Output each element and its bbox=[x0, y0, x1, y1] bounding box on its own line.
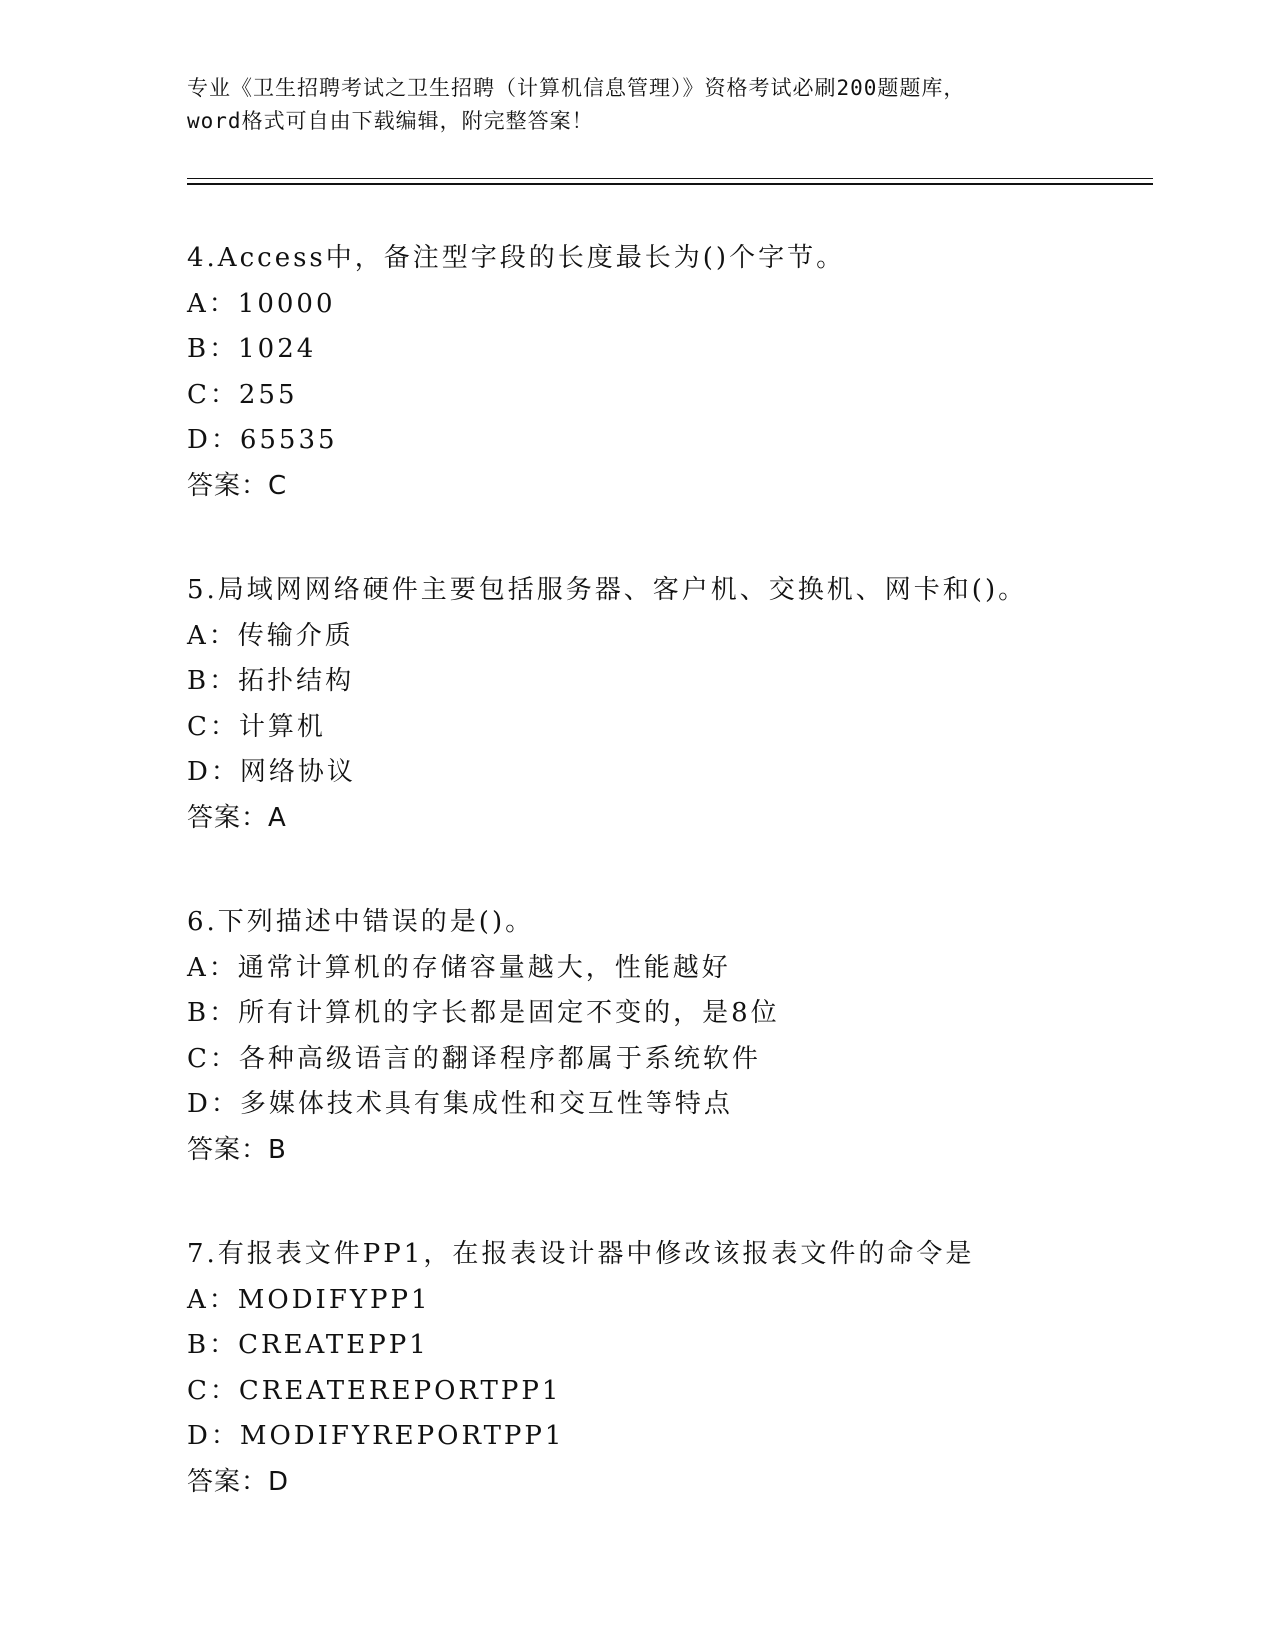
answer: 答案：A bbox=[187, 802, 287, 833]
question-stem: 6.下列描述中错误的是()。 bbox=[187, 907, 535, 937]
option-c: C：CREATEREPORTPP1 bbox=[187, 1375, 562, 1406]
answer: 答案：D bbox=[187, 1466, 290, 1497]
question-5 bbox=[187, 568, 1147, 841]
answer: 答案：C bbox=[187, 470, 288, 501]
question-4 bbox=[187, 236, 1147, 509]
option-d: D：MODIFYREPORTPP1 bbox=[187, 1421, 565, 1451]
header-title-line-1: 专业《卫生招聘考试之卫生招聘（计算机信息管理）》资格考试必刷200题题库， bbox=[187, 76, 966, 100]
document-header bbox=[187, 72, 1087, 138]
question-6 bbox=[187, 900, 1147, 1173]
option-d: D：多媒体技术具有集成性和交互性等特点 bbox=[187, 1089, 733, 1119]
option-a: A：通常计算机的存储容量越大，性能越好 bbox=[187, 952, 731, 983]
option-c: C：计算机 bbox=[187, 711, 326, 742]
question-stem: 4.Access中，备注型字段的长度最长为()个字节。 bbox=[187, 243, 846, 273]
option-c: C：各种高级语言的翻译程序都属于系统软件 bbox=[187, 1043, 761, 1074]
option-b: B：所有计算机的字长都是固定不变的，是8位 bbox=[187, 998, 780, 1028]
header-divider-thick bbox=[187, 183, 1153, 185]
option-a: A：MODIFYPP1 bbox=[187, 1284, 431, 1315]
option-a: A：10000 bbox=[187, 288, 336, 319]
question-stem: 7.有报表文件PP1，在报表设计器中修改该报表文件的命令是 bbox=[187, 1239, 975, 1269]
option-b: B：CREATEPP1 bbox=[187, 1330, 429, 1360]
option-b: B：拓扑结构 bbox=[187, 666, 355, 696]
option-c: C：255 bbox=[187, 379, 298, 410]
question-7 bbox=[187, 1232, 1147, 1505]
option-a: A：传输介质 bbox=[187, 620, 354, 651]
option-d: D：网络协议 bbox=[187, 757, 356, 787]
option-b: B：1024 bbox=[187, 334, 317, 364]
answer: 答案：B bbox=[187, 1134, 287, 1165]
option-d: D：65535 bbox=[187, 425, 338, 455]
question-stem: 5.局域网网络硬件主要包括服务器、客户机、交换机、网卡和()。 bbox=[187, 575, 1028, 605]
question-list bbox=[187, 236, 1147, 1564]
header-title-line-2: word格式可自由下载编辑，附完整答案！ bbox=[187, 109, 594, 133]
header-divider-thin bbox=[187, 178, 1153, 179]
